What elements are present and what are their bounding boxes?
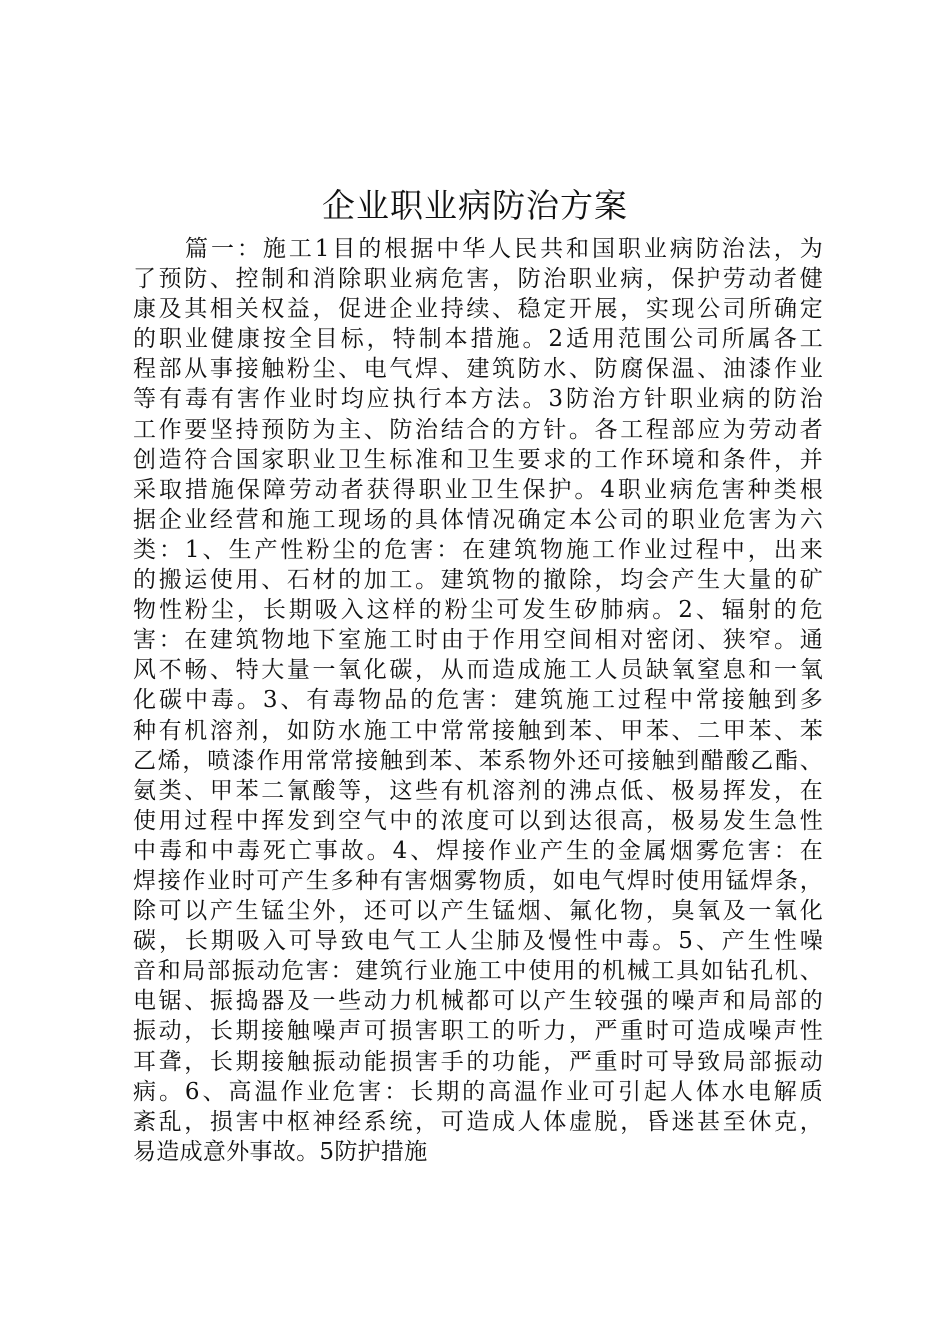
body-line: 等有毒有害作业时均应执行本方法。3防治方针职业病的防治 (133, 386, 823, 413)
body-line: 据企业经营和施工现场的具体情况确定本公司的职业危害为六 (133, 506, 823, 533)
body-line: 易造成意外事故。5防护措施 (133, 1138, 428, 1165)
body-line: 风不畅、特大量一氧化碳，从而造成施工人员缺氧窒息和一氧 (133, 657, 823, 684)
body-line: 采取措施保障劳动者获得职业卫生保护。4职业病危害种类根 (133, 476, 823, 503)
body-line: 耳聋，长期接触振动能损害手的功能，严重时可导致局部振动 (133, 1048, 823, 1075)
body-line: 碳，长期吸入可导致电气工人尘肺及慢性中毒。5、产生性噪 (133, 928, 823, 955)
body-line: 氨类、甲苯二氰酸等，这些有机溶剂的沸点低、极易挥发，在 (133, 777, 823, 804)
body-line: 种有机溶剂，如防水施工中常常接触到苯、甲苯、二甲苯、苯 (133, 717, 823, 744)
body-line: 害：在建筑物地下室施工时由于作用空间相对密闭、狭窄。通 (133, 627, 823, 654)
body-line: 除可以产生锰尘外，还可以产生锰烟、氟化物，臭氧及一氧化 (133, 898, 823, 925)
body-line: 病。6、高温作业危害：长期的高温作业可引起人体水电解质 (133, 1078, 823, 1105)
body-line: 程部从事接触粉尘、电气焊、建筑防水、防腐保温、油漆作业 (133, 356, 823, 383)
body-line: 紊乱，损害中枢神经系统，可造成人体虚脱，昏迷甚至休克， (133, 1108, 823, 1135)
body-line: 类：1、生产性粉尘的危害：在建筑物施工作业过程中，出来 (133, 536, 823, 563)
body-line: 的职业健康按全目标，特制本措施。2适用范围公司所属各工 (133, 326, 823, 353)
body-line: 篇一：施工1目的根据中华人民共和国职业病防治法，为 (185, 236, 823, 262)
body-line: 工作要坚持预防为主、防治结合的方针。各工程部应为劳动者 (133, 416, 823, 443)
body-line: 音和局部振动危害：建筑行业施工中使用的机械工具如钻孔机、 (133, 958, 823, 985)
body-line: 电锯、振捣器及一些动力机械都可以产生较强的噪声和局部的 (133, 988, 823, 1015)
body-line: 使用过程中挥发到空气中的浓度可以到达很高，极易发生急性 (133, 807, 823, 834)
body-line: 了预防、控制和消除职业病危害，防治职业病，保护劳动者健 (133, 266, 823, 293)
document-title: 企业职业病防治方案 (322, 186, 628, 225)
body-line: 创造符合国家职业卫生标准和卫生要求的工作环境和条件，并 (133, 446, 823, 473)
body-line: 的搬运使用、石材的加工。建筑物的撤除，均会产生大量的矿 (133, 567, 823, 594)
body-line: 振动，长期接触噪声可损害职工的听力，严重时可造成噪声性 (133, 1018, 823, 1045)
body-line: 物性粉尘，长期吸入这样的粉尘可发生矽肺病。2、辐射的危 (133, 597, 823, 624)
body-line: 康及其相关权益，促进企业持续、稳定开展，实现公司所确定 (133, 296, 823, 323)
body-line: 焊接作业时可产生多种有害烟雾物质，如电气焊时使用锰焊条， (133, 867, 823, 894)
document-body (133, 234, 823, 1167)
body-line: 乙烯，喷漆作用常常接触到苯、苯系物外还可接触到醋酸乙酯、 (133, 747, 823, 774)
body-line: 中毒和中毒死亡事故。4、焊接作业产生的金属烟雾危害：在 (133, 837, 823, 864)
body-line: 化碳中毒。3、有毒物品的危害：建筑施工过程中常接触到多 (133, 687, 823, 714)
